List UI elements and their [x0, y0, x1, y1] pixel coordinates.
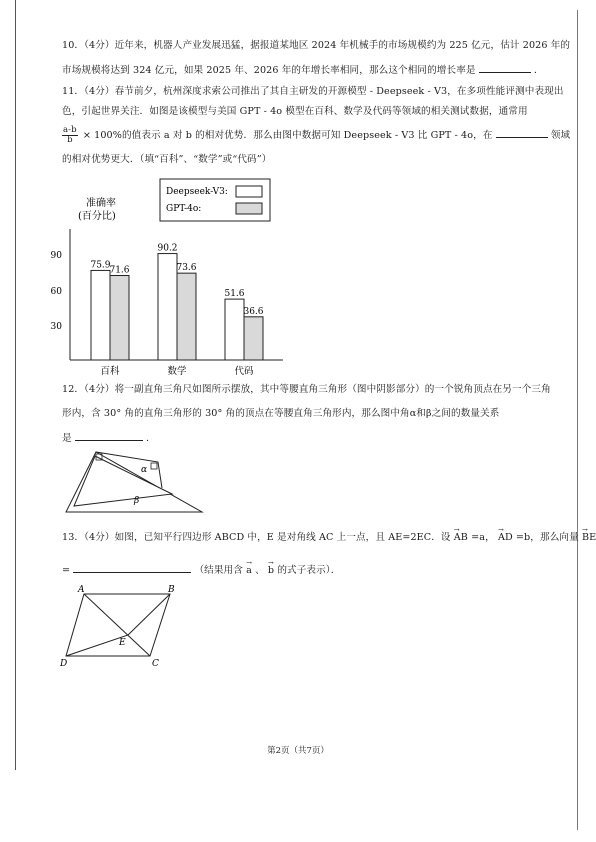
legend-box: [160, 179, 270, 221]
parallelogram-abcd: [66, 594, 170, 656]
y-axis-label-line1: 准确率: [86, 198, 116, 209]
bar-value-label-gpt-2: 36.6: [243, 306, 264, 317]
q12-line3-end: ．: [146, 433, 156, 444]
bar-deepseek-1: [158, 254, 177, 360]
vertex-label-b: B: [168, 585, 175, 595]
vector-ad: → AD: [498, 532, 513, 544]
q12-line3: [62, 430, 562, 445]
bar-gpt-1: [177, 273, 196, 360]
bar-value-label-deepseek-2: 51.6: [224, 289, 245, 300]
vector-be: → BE: [582, 532, 596, 544]
category-label-2: 代码: [234, 366, 254, 377]
vertex-label-a: A: [78, 585, 85, 595]
q12-triangle-figure: [62, 448, 212, 520]
q13-hint-end: 的式子表示）．: [277, 565, 341, 576]
q13-hint-sep: 、: [255, 565, 265, 576]
q11-line2: 色，引起世界关注．如图是该模型与美国 GPT - 4o 模型在百科、数学及代码等领域的相关测试数据，通常用: [62, 106, 528, 117]
q11-line3-text: × 100%的值表示 a 对 b 的相对优势．那么由图中数据可知 Deepseek - V3 比 GPT - 4o，在: [82, 130, 493, 141]
q13-line1: [62, 532, 596, 544]
y-tick-60: 60: [50, 287, 62, 297]
q13-eq-a: =a，: [471, 532, 495, 543]
q13-equals: =: [62, 565, 71, 576]
angle-alpha-label: α: [141, 465, 148, 475]
q10-line1: 10．（4分）近年来，机器人产业发展迅猛，据报道某地区 2024 年机械手的市场规模约为 225 亿元，估计 2026 年的: [62, 40, 571, 51]
bar-gpt-0: [110, 276, 129, 360]
q12-line1: 12．（4分）将一副直角三角尺如图所示摆放，其中等腰直角三角形（图中阴影部分）的一个锐角顶点在另一个三角: [62, 384, 551, 395]
q13-eq-b: =b，那么向量: [515, 532, 579, 543]
q11-bar-chart: [50, 176, 298, 377]
bar-deepseek-2: [225, 299, 244, 360]
q11-fraction-denominator: b: [67, 135, 73, 145]
q13-answer-blank[interactable]: [73, 562, 191, 573]
bar-value-label-deepseek-1: 90.2: [157, 243, 178, 254]
vertex-label-c: C: [152, 659, 159, 669]
page-footer: 第2页（共7页）: [267, 746, 329, 756]
bar-value-label-gpt-0: 71.6: [109, 265, 130, 276]
vector-b: → b: [268, 565, 274, 577]
page-left-edge: [15, 0, 16, 770]
q11-fraction: [62, 126, 78, 145]
q11-line3: [62, 125, 571, 145]
q12-answer-blank[interactable]: [75, 430, 143, 441]
q11-answer-blank[interactable]: [496, 127, 548, 138]
legend-swatch-deepseek: [236, 186, 262, 197]
q12-line3-text: 是: [62, 433, 72, 444]
q10-line2: [62, 62, 562, 77]
q10-answer-blank[interactable]: [479, 62, 531, 73]
right-angle-mark-2: [151, 463, 157, 469]
vector-a: → a: [246, 565, 252, 577]
angle-beta-label: β: [134, 496, 140, 506]
legend-label-gpt: GPT-4o:: [166, 204, 202, 214]
q11-line3-end: 领域: [550, 130, 571, 141]
bar-gpt-2: [244, 317, 263, 360]
y-tick-90: 90: [50, 251, 62, 261]
point-label-e: E: [119, 638, 126, 648]
q13-line2: [62, 562, 562, 577]
y-tick-30: 30: [50, 322, 62, 332]
q13-line1-text: 13．（4分）如图，已知平行四边形 ABCD 中，E 是对角线 AC 上一点，且 AE=2EC．设: [62, 532, 451, 543]
bar-group: [90, 244, 263, 377]
legend-swatch-gpt: [236, 203, 262, 214]
vector-ab: → AB: [454, 532, 468, 544]
y-axis-label-line2: (百分比): [78, 211, 116, 222]
q13-hint-start: （结果用含: [194, 565, 243, 576]
bar-deepseek-0: [91, 270, 110, 360]
q10-line2-end: ．: [533, 65, 544, 76]
vertex-label-d: D: [60, 659, 68, 669]
q11-fraction-numerator: a-b: [63, 125, 77, 135]
category-label-1: 数学: [167, 366, 187, 377]
q12-line2: 形内，含 30° 角的直角三角形的 30° 角的顶点在等腰直角三角形内，那么图中角α和β之间的数量关系: [62, 408, 500, 419]
q11-line1: 11．（4分）春节前夕，杭州深度求索公司推出了其自主研发的开源模型 - Deepseek - V3，在多项性能评测中表现出: [62, 86, 564, 97]
bar-value-label-gpt-1: 73.6: [176, 263, 197, 274]
q11-line4: 的相对优势更大．（填“百科”、“数学”或“代码”）: [62, 154, 272, 165]
bar-value-label-deepseek-0: 75.9: [90, 260, 111, 271]
q13-parallelogram-figure: [58, 582, 188, 668]
category-label-0: 百科: [100, 366, 120, 377]
legend-frame: [160, 179, 270, 221]
page-right-edge: [577, 10, 578, 830]
legend-label-deepseek: Deepseek-V3:: [166, 187, 228, 197]
q10-line2-text: 市场规模将达到 324 亿元，如果 2025 年、2026 年的年增长率相同，那么这个相同的增长率是: [62, 65, 476, 76]
